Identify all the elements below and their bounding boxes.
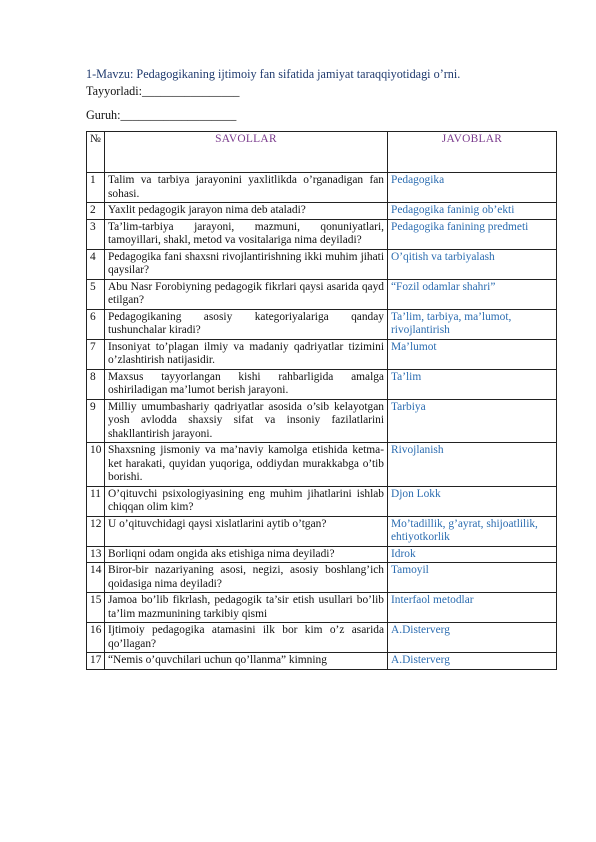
table-row	[87, 309, 557, 339]
table-row	[87, 653, 557, 670]
answer-cell: Ta’lim	[388, 369, 557, 399]
topic-title: 1-Mavzu: Pedagogikaning ijtimoiy fan sifatida jamiyat taraqqiyotidagi o’rni.	[86, 67, 461, 81]
row-number: 5	[87, 279, 105, 309]
row-number: 8	[87, 369, 105, 399]
question-cell: “Nemis o’quvchilari uchun qo’llanma” kimning	[105, 653, 388, 670]
table-row	[87, 593, 557, 623]
question-cell: Abu Nasr Forobiyning pedagogik fikrlari qaysi asarida qayd etilgan?	[105, 279, 388, 309]
question-cell: Maxsus tayyorlangan kishi rahbarligida amalga oshiriladigan ma’lumot berish jarayoni.	[105, 369, 388, 399]
row-number: 13	[87, 546, 105, 563]
question-cell: Pedagogikaning asosiy kategoriyalariga qanday tushunchalar kiradi?	[105, 309, 388, 339]
row-number: 6	[87, 309, 105, 339]
question-cell: Talim va tarbiya jarayonini yaxlitlikda o’rganadigan fan sohasi.	[105, 173, 388, 203]
answer-cell: A.Disterverg	[388, 653, 557, 670]
group-line: Guruh:___________________	[86, 108, 237, 122]
row-number: 16	[87, 623, 105, 653]
row-number: 12	[87, 516, 105, 546]
answer-cell: Interfaol metodlar	[388, 593, 557, 623]
row-number: 1	[87, 173, 105, 203]
question-cell: O’qituvchi psixologiyasining eng muhim jihatlarini ishlab chiqqan olim kim?	[105, 486, 388, 516]
answer-cell: Djon Lokk	[388, 486, 557, 516]
answer-cell: Rivojlanish	[388, 443, 557, 487]
document-header	[86, 66, 556, 124]
answer-cell: Ta’lim, tarbiya, ma’lumot, rivojlantirish	[388, 309, 557, 339]
row-number: 14	[87, 563, 105, 593]
qa-table	[86, 131, 557, 670]
col-number-header: №	[87, 132, 105, 173]
table-row	[87, 516, 557, 546]
row-number: 3	[87, 219, 105, 249]
row-number: 15	[87, 593, 105, 623]
prepared-by-line: Tayyorladi:________________	[86, 84, 240, 98]
answer-cell: Ma’lumot	[388, 339, 557, 369]
table-row	[87, 249, 557, 279]
row-number: 9	[87, 399, 105, 443]
answer-cell: Pedagogika	[388, 173, 557, 203]
question-cell: Pedagogika fani shaxsni rivojlantirishning ikki muhim jihati qaysilar?	[105, 249, 388, 279]
table-row	[87, 563, 557, 593]
table-row	[87, 219, 557, 249]
question-cell: Ijtimoiy pedagogika atamasini ilk bor kim o’z asarida qo’llagan?	[105, 623, 388, 653]
row-number: 4	[87, 249, 105, 279]
table-row	[87, 443, 557, 487]
answer-cell: Pedagogika fanining predmeti	[388, 219, 557, 249]
question-cell: Ta’lim-tarbiya jarayoni, mazmuni, qonuniyatlari, tamoyillari, shakl, metod va vositalariga nima deyiladi?	[105, 219, 388, 249]
answer-cell: Mo’tadillik, g’ayrat, shijoatlilik, ehtiyotkorlik	[388, 516, 557, 546]
qa-table-body	[87, 173, 557, 670]
table-row	[87, 173, 557, 203]
table-row	[87, 623, 557, 653]
answer-cell: A.Disterverg	[388, 623, 557, 653]
row-number: 2	[87, 203, 105, 220]
answer-cell: Pedagogika faninig ob’ekti	[388, 203, 557, 220]
row-number: 17	[87, 653, 105, 670]
question-cell: U o’qituvchidagi qaysi xislatlarini aytib o’tgan?	[105, 516, 388, 546]
question-cell: Yaxlit pedagogik jarayon nima deb ataladi?	[105, 203, 388, 220]
answer-cell: O’qitish va tarbiyalash	[388, 249, 557, 279]
question-cell: Borliqni odam ongida aks etishiga nima deyiladi?	[105, 546, 388, 563]
col-answers-header: JAVOBLAR	[388, 132, 557, 173]
row-number: 7	[87, 339, 105, 369]
question-cell: Biror-bir nazariyaning asosi, negizi, asosiy boshlang’ich qoidasiga nima deyiladi?	[105, 563, 388, 593]
table-row	[87, 399, 557, 443]
table-row	[87, 279, 557, 309]
table-row	[87, 369, 557, 399]
answer-cell: Tarbiya	[388, 399, 557, 443]
question-cell: Jamoa bo’lib fikrlash, pedagogik ta’sir etish usullari bo’lib ta’lim mazmunining tarkibiy qismi	[105, 593, 388, 623]
table-row	[87, 486, 557, 516]
table-header-row	[87, 132, 557, 173]
row-number: 10	[87, 443, 105, 487]
question-cell: Milliy umumbashariy qadriyatlar asosida o’sib kelayotgan yosh avlodda shaxsiy sifat va insoniy fazilatlarini shakllantirish jarayoni.	[105, 399, 388, 443]
answer-cell: Idrok	[388, 546, 557, 563]
table-row	[87, 546, 557, 563]
table-row	[87, 203, 557, 220]
answer-cell: “Fozil odamlar shahri”	[388, 279, 557, 309]
table-row	[87, 339, 557, 369]
row-number: 11	[87, 486, 105, 516]
question-cell: Insoniyat to’plagan ilmiy va madaniy qadriyatlar tizimini o’zlashtirish natijasidir.	[105, 339, 388, 369]
question-cell: Shaxsning jismoniy va ma’naviy kamolga etishida ketma-ket harakati, quyidan yuqoriga, oddiydan murakkabga o’tib borishi.	[105, 443, 388, 487]
answer-cell: Tamoyil	[388, 563, 557, 593]
col-questions-header: SAVOLLAR	[105, 132, 388, 173]
